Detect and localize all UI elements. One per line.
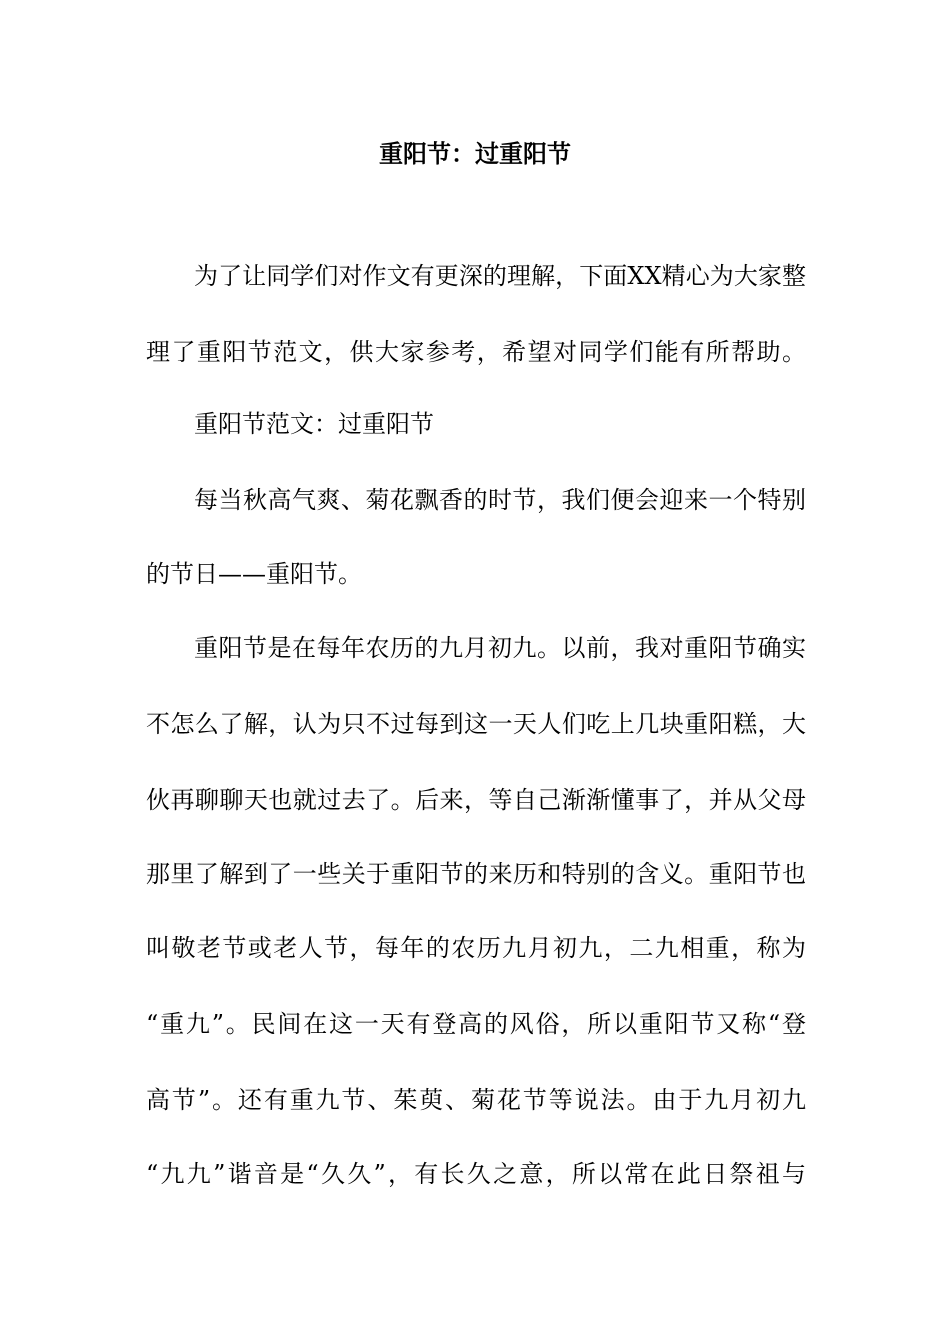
paragraph-line-1: 为了让同学们对作文有更深的理解，下面XX精心为大家整 (194, 262, 806, 290)
document-title: 重阳节：过重阳节 (379, 139, 571, 168)
paragraph-line-2: 理了重阳节范文，供大家参考，希望对同学们能有所帮助。 (146, 338, 806, 366)
paragraph-line-3: 重阳节范文：过重阳节 (194, 410, 434, 438)
paragraph-line-6: 重阳节是在每年农历的九月初九。以前，我对重阳节确实 (194, 634, 806, 662)
paragraph-line-8: 伙再聊聊天也就过去了。后来，等自己渐渐懂事了，并从父母 (146, 786, 806, 814)
paragraph-line-12: 高节”。还有重九节、茱萸、菊花节等说法。由于九月初九 (146, 1086, 806, 1114)
paragraph-line-10: 叫敬老节或老人节，每年的农历九月初九，二九相重，称为 (146, 934, 806, 962)
paragraph-line-4: 每当秋高气爽、菊花飘香的时节，我们便会迎来一个特别 (194, 486, 806, 514)
paragraph-line-7: 不怎么了解，认为只不过每到这一天人们吃上几块重阳糕，大 (146, 710, 806, 738)
paragraph-line-13: “九九”谐音是“久久”，有长久之意，所以常在此日祭祖与 (146, 1160, 806, 1188)
paragraph-line-9: 那里了解到了一些关于重阳节的来历和特别的含义。重阳节也 (146, 860, 806, 888)
paragraph-line-11: “重九”。民间在这一天有登高的风俗，所以重阳节又称“登 (146, 1010, 806, 1038)
paragraph-line-5: 的节日——重阳节。 (146, 560, 362, 588)
